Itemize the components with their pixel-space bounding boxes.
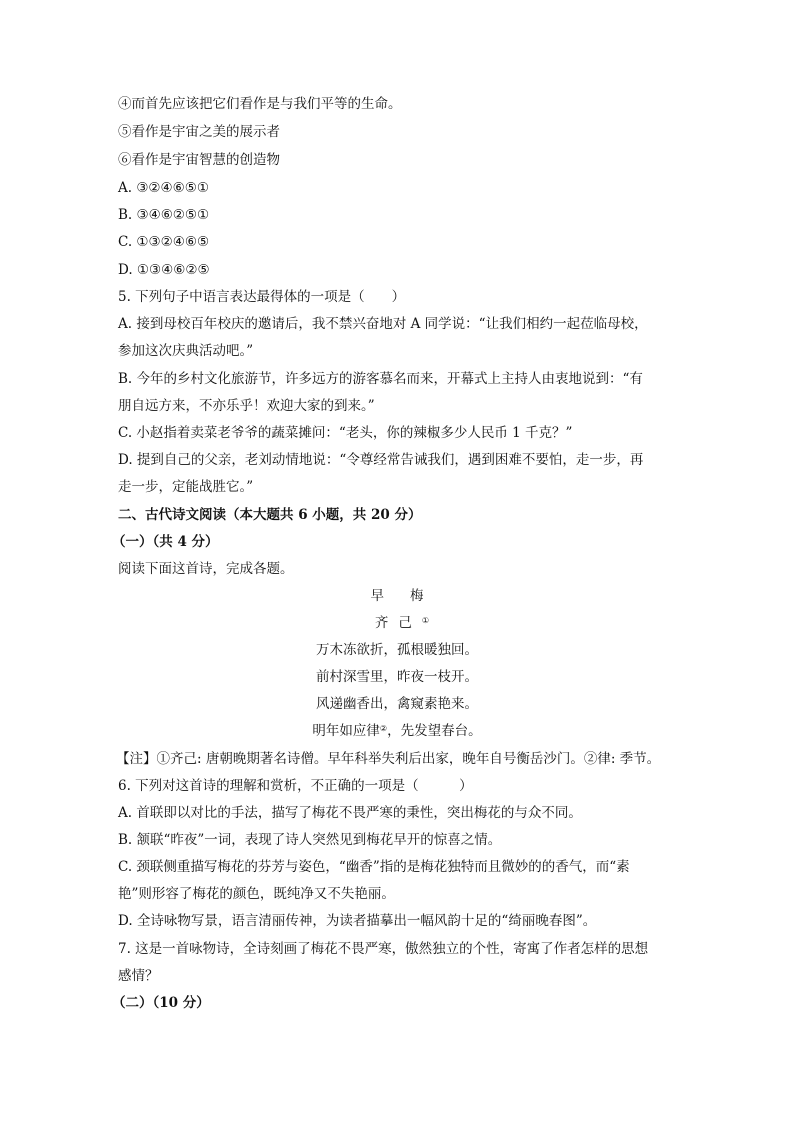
q6-option-b: B. 颔联“昨夜”一词，表现了诗人突然见到梅花早开的惊喜之情。 bbox=[118, 832, 502, 848]
poem-line-3: 风递幽香出，禽窥素艳来。 bbox=[316, 696, 478, 712]
question-7-line1: 7. 这是一首咏物诗，全诗刻画了梅花不畏严寒，傲然独立的个性，寄寓了作者怎样的思想 bbox=[118, 941, 649, 957]
poem-author bbox=[0, 614, 794, 632]
q6-option-c-line2: 艳”则形容了梅花的颜色，既纯净又不失艳丽。 bbox=[118, 886, 395, 902]
q6-option-c-line1: C. 颈联侧重描写梅花的芬芳与姿色，“幽香”指的是梅花独特而且微妙的的香气，而“素 bbox=[118, 859, 630, 875]
poem-line-4-b: ，先发望春台。 bbox=[387, 723, 482, 739]
option-line-5: ⑤看作是宇宙之美的展示者 bbox=[118, 124, 280, 140]
choice-a: A. ③②④⑥⑤① bbox=[118, 180, 209, 196]
poem-line-4-a: 明年如应律 bbox=[312, 723, 380, 739]
q6-option-a: A. 首联即以对比的手法，描写了梅花不畏严寒的秉性，突出梅花的与众不同。 bbox=[118, 805, 582, 821]
part1-heading: （一）（共 4 分） bbox=[112, 534, 219, 550]
q5-option-c: C. 小赵指着卖菜老爷爷的蔬菜摊问：“老头，你的辣椒多少人民币 1 千克？” bbox=[118, 425, 573, 441]
q6-option-d: D. 全诗咏物写景，语言清丽传神，为读者描摹出一幅风韵十足的“绮丽晚春图”。 bbox=[118, 913, 597, 929]
poem-line-4 bbox=[0, 722, 794, 740]
q5-option-a-line1: A. 接到母校百年校庆的邀请后，我不禁兴奋地对 A 同学说：“让我们相约一起莅临母校， bbox=[118, 316, 648, 332]
part2-heading: （二）（10 分） bbox=[112, 995, 210, 1011]
poem-title-text: 早梅 bbox=[370, 588, 450, 604]
q5-option-d-line2: 走一步，定能战胜它。” bbox=[118, 479, 254, 495]
poem-title bbox=[0, 587, 794, 605]
poem-author-text: 齐己 bbox=[374, 615, 422, 631]
question-7-line2: 感情？ bbox=[118, 968, 159, 984]
choice-b: B. ③④⑥②⑤① bbox=[118, 207, 210, 223]
footnote-marker: ① bbox=[421, 616, 430, 625]
q5-option-d-line1: D. 提到自己的父亲，老刘动情地说：“令尊经常告诫我们，遇到困难不要怕，走一步，再 bbox=[118, 452, 644, 468]
poem-line-2: 前村深雪里，昨夜一枝开。 bbox=[316, 669, 478, 685]
question-5: 5. 下列句子中语言表达最得体的一项是（ ） bbox=[118, 289, 406, 305]
choice-c: C. ①③②④⑥⑤ bbox=[118, 234, 210, 250]
q5-option-b-line2: 朋自远方来，不亦乐乎！欢迎大家的到来。” bbox=[118, 398, 375, 414]
choice-d: D. ①③④⑥②⑤ bbox=[118, 262, 210, 278]
poem-line-1: 万木冻欲折，孤根暖独回。 bbox=[316, 642, 478, 658]
q5-option-a-line2: 参加这次庆典活动吧。” bbox=[118, 343, 254, 359]
q5-option-b-line1: B. 今年的乡村文化旅游节，许多远方的游客慕名而来，开幕式上主持人由衷地说到：“有 bbox=[118, 371, 643, 387]
question-6: 6. 下列对这首诗的理解和赏析，不正确的一项是（ ） bbox=[118, 778, 473, 794]
option-line-6: ⑥看作是宇宙智慧的创造物 bbox=[118, 152, 280, 168]
instruction: 阅读下面这首诗，完成各题。 bbox=[118, 561, 294, 577]
poem-note: 【注】①齐己: 唐朝晚期著名诗僧。早年科举失利后出家，晚年自号衡岳沙门。②律: 季节。 bbox=[116, 751, 661, 767]
footnote-marker-2: ② bbox=[379, 724, 388, 733]
section-heading: 二、古代诗文阅读（本大题共 6 小题，共 20 分） bbox=[118, 507, 422, 523]
option-line-4: ④而首先应该把它们看作是与我们平等的生命。 bbox=[118, 96, 402, 112]
